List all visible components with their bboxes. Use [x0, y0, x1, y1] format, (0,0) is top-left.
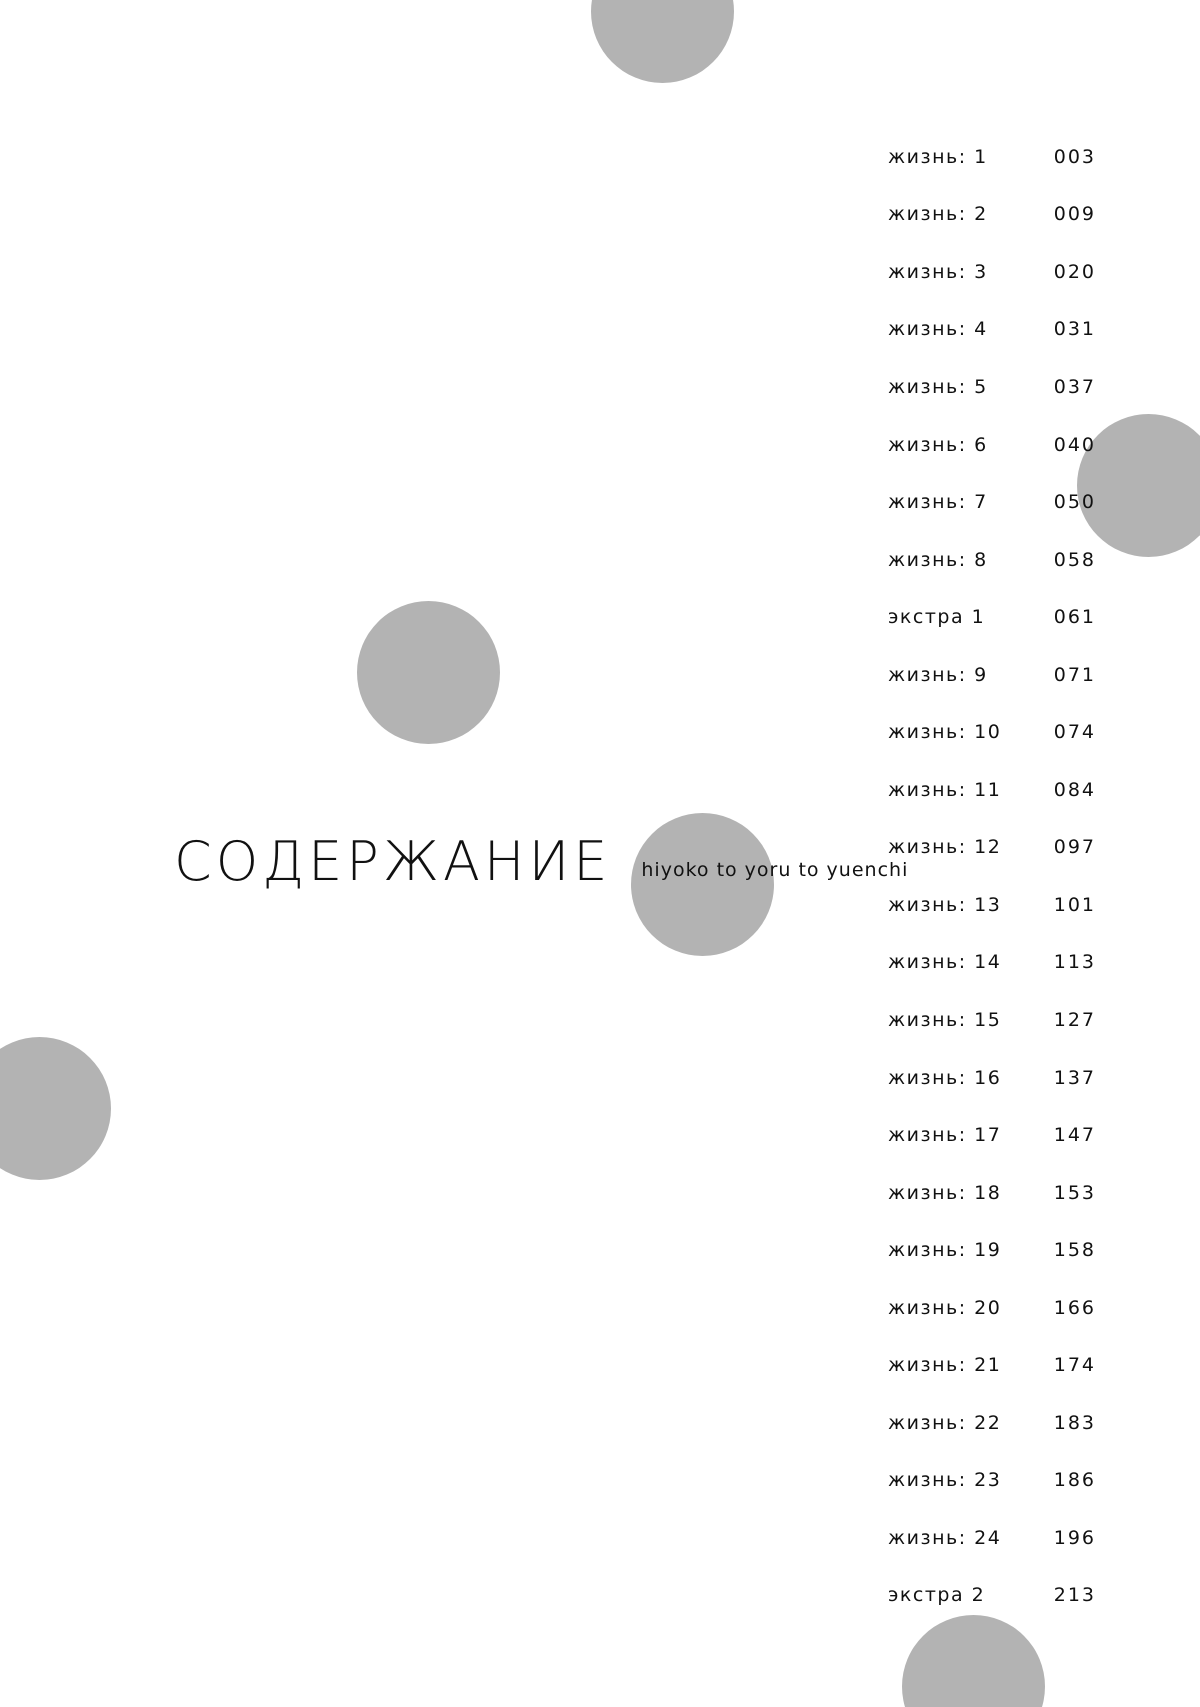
table-of-contents: [888, 128, 1096, 1624]
toc-entry-label: жизнь: 20: [888, 1296, 1002, 1319]
toc-entry-label: жизнь: 23: [888, 1469, 1002, 1492]
toc-entry-page: 040: [1053, 433, 1096, 456]
toc-entry-page: 127: [1053, 1008, 1096, 1031]
toc-entry: [888, 1049, 1096, 1107]
toc-entry: [888, 1509, 1096, 1567]
toc-entry-page: 037: [1053, 375, 1096, 398]
toc-entry: [888, 1336, 1096, 1394]
toc-entry-page: 097: [1053, 836, 1096, 859]
toc-entry: [888, 1279, 1096, 1337]
toc-entry: [888, 876, 1096, 934]
toc-entry: [888, 473, 1096, 531]
toc-entry: [888, 1567, 1096, 1625]
toc-entry-page: 071: [1053, 663, 1096, 686]
toc-entry-label: жизнь: 24: [888, 1526, 1002, 1549]
toc-entry: [888, 301, 1096, 359]
toc-entry-page: 158: [1053, 1239, 1096, 1262]
toc-entry-label: жизнь: 3: [888, 260, 988, 283]
toc-entry-page: 113: [1053, 951, 1096, 974]
toc-entry-label: жизнь: 19: [888, 1239, 1002, 1262]
toc-entry: [888, 1221, 1096, 1279]
toc-entry-label: жизнь: 10: [888, 721, 1002, 744]
toc-entry-page: 050: [1053, 491, 1096, 514]
toc-entry: [888, 761, 1096, 819]
toc-entry-label: жизнь: 5: [888, 375, 988, 398]
toc-entry-page: 101: [1053, 893, 1096, 916]
toc-entry-page: 196: [1053, 1526, 1096, 1549]
toc-entry: [888, 186, 1096, 244]
toc-entry-label: жизнь: 13: [888, 893, 1002, 916]
toc-entry: [888, 243, 1096, 301]
toc-entry-page: 074: [1053, 721, 1096, 744]
toc-entry-page: 183: [1053, 1411, 1096, 1434]
toc-entry-label: жизнь: 7: [888, 491, 988, 514]
toc-entry-page: 153: [1053, 1181, 1096, 1204]
toc-entry-page: 058: [1053, 548, 1096, 571]
decorative-dot: [357, 601, 500, 744]
toc-entry: [888, 934, 1096, 992]
toc-entry-label: экстра 2: [888, 1584, 986, 1607]
toc-entry-label: жизнь: 16: [888, 1066, 1002, 1089]
toc-entry-page: 186: [1053, 1469, 1096, 1492]
decorative-dot: [591, 0, 734, 83]
toc-entry-page: 137: [1053, 1066, 1096, 1089]
decorative-dot: [902, 1615, 1045, 1707]
toc-entry-page: 174: [1053, 1354, 1096, 1377]
toc-entry-label: жизнь: 1: [888, 145, 988, 168]
toc-entry-page: 003: [1053, 145, 1096, 168]
toc-entry-label: жизнь: 18: [888, 1181, 1002, 1204]
toc-entry-label: жизнь: 11: [888, 778, 1002, 801]
toc-entry-label: экстра 1: [888, 606, 986, 629]
toc-entry: [888, 588, 1096, 646]
toc-entry: [888, 128, 1096, 186]
toc-entry: [888, 358, 1096, 416]
toc-entry-label: жизнь: 8: [888, 548, 988, 571]
toc-entry: [888, 1394, 1096, 1452]
page-title: СОДЕРЖАНИЕ: [174, 830, 612, 893]
toc-entry: [888, 1164, 1096, 1222]
toc-entry-label: жизнь: 17: [888, 1124, 1002, 1147]
toc-entry-label: жизнь: 15: [888, 1008, 1002, 1031]
decorative-dot: [0, 1037, 111, 1180]
toc-entry-page: 020: [1053, 260, 1096, 283]
toc-entry: [888, 646, 1096, 704]
toc-entry: [888, 819, 1096, 877]
toc-entry-page: 147: [1053, 1124, 1096, 1147]
toc-entry-page: 213: [1053, 1584, 1096, 1607]
title-block: [174, 832, 908, 892]
toc-entry-page: 031: [1053, 318, 1096, 341]
toc-entry: [888, 416, 1096, 474]
toc-entry-page: 084: [1053, 778, 1096, 801]
page-subtitle: hiyoko to yoru to yuenchi: [641, 859, 909, 881]
toc-entry-label: жизнь: 4: [888, 318, 988, 341]
toc-entry: [888, 1452, 1096, 1510]
toc-entry-label: жизнь: 2: [888, 203, 988, 226]
toc-entry-label: жизнь: 22: [888, 1411, 1002, 1434]
toc-entry-page: 061: [1053, 606, 1096, 629]
toc-entry-label: жизнь: 6: [888, 433, 988, 456]
toc-entry-label: жизнь: 14: [888, 951, 1002, 974]
toc-entry-page: 009: [1053, 203, 1096, 226]
toc-entry: [888, 703, 1096, 761]
toc-entry-label: жизнь: 9: [888, 663, 988, 686]
toc-entry: [888, 531, 1096, 589]
toc-entry-label: жизнь: 12: [888, 836, 1002, 859]
toc-entry-label: жизнь: 21: [888, 1354, 1002, 1377]
toc-entry: [888, 1106, 1096, 1164]
toc-entry-page: 166: [1053, 1296, 1096, 1319]
toc-entry: [888, 991, 1096, 1049]
